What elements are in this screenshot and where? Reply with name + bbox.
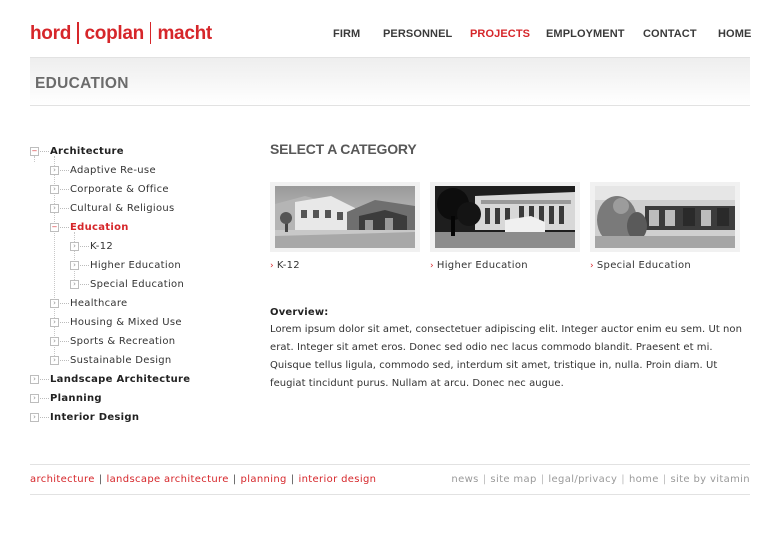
chevron-right-icon: › (270, 261, 274, 271)
tree-item-healthcare[interactable] (50, 294, 128, 313)
footer-separator: | (98, 474, 103, 485)
tree-dots (40, 379, 49, 380)
tree-dots (40, 417, 49, 418)
category-link-higher-education[interactable] (430, 260, 528, 271)
minus-box-icon[interactable]: − (31, 147, 38, 155)
tree-item-label: Interior Design (50, 412, 140, 423)
category-thumbnail-k12[interactable] (270, 182, 420, 252)
tree-item-label: Adaptive Re-use (70, 165, 156, 176)
tree-item-label: Sustainable Design (70, 355, 172, 366)
tree-item-label: Healthcare (70, 298, 128, 309)
tree-item-education[interactable] (50, 218, 129, 237)
logo-separator (150, 22, 152, 44)
tree-item-label: Education (70, 222, 129, 233)
category-link-label: K-12 (276, 260, 300, 271)
page-title: EDUCATION (35, 75, 129, 92)
footer-link-home[interactable]: home (628, 474, 659, 485)
tree-item-higher-education[interactable] (70, 256, 181, 275)
footer-link-legal-privacy[interactable]: legal/privacy (548, 474, 618, 485)
nav-firm[interactable]: FIRM (333, 28, 361, 40)
plus-box-icon[interactable]: › (30, 413, 39, 422)
tree-item-interior-design[interactable] (30, 408, 139, 427)
classroom-interior-photo (595, 186, 735, 248)
footer-bottom-divider (30, 494, 750, 495)
tree-dots (40, 398, 49, 399)
tree-item-special-education[interactable] (70, 275, 184, 294)
nav-home[interactable]: HOME (718, 28, 752, 40)
tree-item-sports-recreation[interactable] (50, 332, 175, 351)
nav-projects[interactable]: PROJECTS (470, 28, 531, 40)
tree-dots (60, 170, 69, 171)
tree-item-label: Planning (50, 393, 102, 404)
tree-dots (60, 322, 69, 323)
tree-item-label: Landscape Architecture (50, 374, 191, 385)
category-link-special-education[interactable] (590, 260, 691, 271)
tree-dots (60, 189, 69, 190)
footer-link-architecture[interactable]: architecture (30, 474, 95, 485)
tree-dots (80, 265, 89, 266)
nav-employment[interactable]: EMPLOYMENT (546, 28, 625, 40)
footer-separator: | (232, 474, 237, 485)
tree-item-corporate-office[interactable] (50, 180, 169, 199)
plus-box-icon[interactable]: › (50, 356, 59, 365)
footer-separator: | (290, 474, 295, 485)
tree-item-label: Architecture (50, 146, 124, 157)
tree-dots (60, 303, 69, 304)
nav-contact[interactable]: CONTACT (643, 28, 697, 40)
footer-separator: | (540, 474, 545, 485)
tree-item-architecture[interactable] (30, 142, 124, 161)
school-building-photo (275, 186, 415, 248)
select-category-heading: SELECT A CATEGORY (270, 141, 417, 157)
tree-item-landscape-architecture[interactable] (30, 370, 190, 389)
plus-box-icon[interactable]: › (50, 299, 59, 308)
tree-item-label: Special Education (90, 279, 185, 290)
plus-box-icon[interactable]: › (50, 166, 59, 175)
plus-box-icon[interactable]: › (50, 337, 59, 346)
chevron-right-icon: › (590, 261, 594, 271)
section-banner (30, 58, 750, 106)
brand-logo[interactable] (30, 22, 212, 45)
plus-box-icon[interactable]: › (50, 204, 59, 213)
logo-word-2: coplan (84, 23, 144, 44)
tree-item-label: Corporate & Office (70, 184, 169, 195)
tree-dots (80, 284, 89, 285)
logo-word-1: hord (30, 23, 72, 44)
footer-discipline-links (30, 474, 376, 485)
plus-box-icon[interactable]: › (70, 280, 79, 289)
minus-box-icon[interactable]: − (51, 223, 58, 231)
plus-box-icon[interactable]: › (30, 375, 39, 384)
footer-separator: | (662, 474, 667, 485)
campus-building-photo (435, 186, 575, 248)
footer-separator: | (621, 474, 625, 485)
plus-box-icon[interactable]: › (30, 394, 39, 403)
tree-item-label: Cultural & Religious (70, 203, 175, 214)
footer-link-planning[interactable]: planning (240, 474, 287, 485)
tree-item-sustainable-design[interactable] (50, 351, 172, 370)
tree-item-adaptive-reuse[interactable] (50, 161, 156, 180)
tree-dots (60, 360, 69, 361)
footer-link-site-credit[interactable]: site by vitamin (670, 474, 750, 485)
logo-separator (77, 22, 79, 44)
overview-heading: Overview: (270, 307, 329, 318)
footer-separator: | (482, 474, 487, 485)
footer-top-divider (30, 464, 750, 465)
tree-item-label: Higher Education (90, 260, 182, 271)
footer-link-news[interactable]: news (451, 474, 479, 485)
tree-item-cultural-religious[interactable] (50, 199, 175, 218)
footer-link-site-map[interactable]: site map (490, 474, 537, 485)
plus-box-icon[interactable]: › (70, 261, 79, 270)
tree-dots (60, 227, 69, 228)
tree-dots (60, 341, 69, 342)
tree-item-label: K-12 (90, 241, 114, 252)
category-thumbnail-special-education[interactable] (590, 182, 740, 252)
tree-item-label: Housing & Mixed Use (70, 317, 182, 328)
nav-personnel[interactable]: PERSONNEL (383, 28, 453, 40)
footer-link-interior-design[interactable]: interior design (298, 474, 377, 485)
category-link-k12[interactable] (270, 260, 300, 271)
overview-body: Lorem ipsum dolor sit amet, consectetuer adipiscing elit. Integer auctor enim eu sem. Ut non erat. Integer sit amet eros. Donec sed odio nec lacus commodo blandit. Praesent et mi. Quisque tellus ligula, commodo sed, interdum sit amet, tristique in, nulla. Proin diam. Ut feugiat tincidunt purus. Nullam at arcu. Donec nec augue. (270, 324, 742, 389)
footer-link-landscape-architecture[interactable]: landscape architecture (106, 474, 229, 485)
category-link-label: Higher Education (436, 260, 528, 271)
logo-word-3: macht (157, 23, 212, 44)
plus-box-icon[interactable]: › (50, 318, 59, 327)
tree-item-housing-mixed-use[interactable] (50, 313, 182, 332)
category-thumbnail-higher-education[interactable] (430, 182, 580, 252)
plus-box-icon[interactable]: › (50, 185, 59, 194)
tree-item-k12[interactable] (70, 237, 113, 256)
tree-dots (60, 208, 69, 209)
tree-dots (80, 246, 89, 247)
main-nav (330, 28, 750, 42)
tree-item-label: Sports & Recreation (70, 336, 176, 347)
footer-utility-links (451, 474, 750, 485)
tree-item-planning[interactable] (30, 389, 102, 408)
chevron-right-icon: › (430, 261, 434, 271)
tree-dots (40, 151, 49, 152)
category-link-label: Special Education (596, 260, 692, 271)
plus-box-icon[interactable]: › (70, 242, 79, 251)
